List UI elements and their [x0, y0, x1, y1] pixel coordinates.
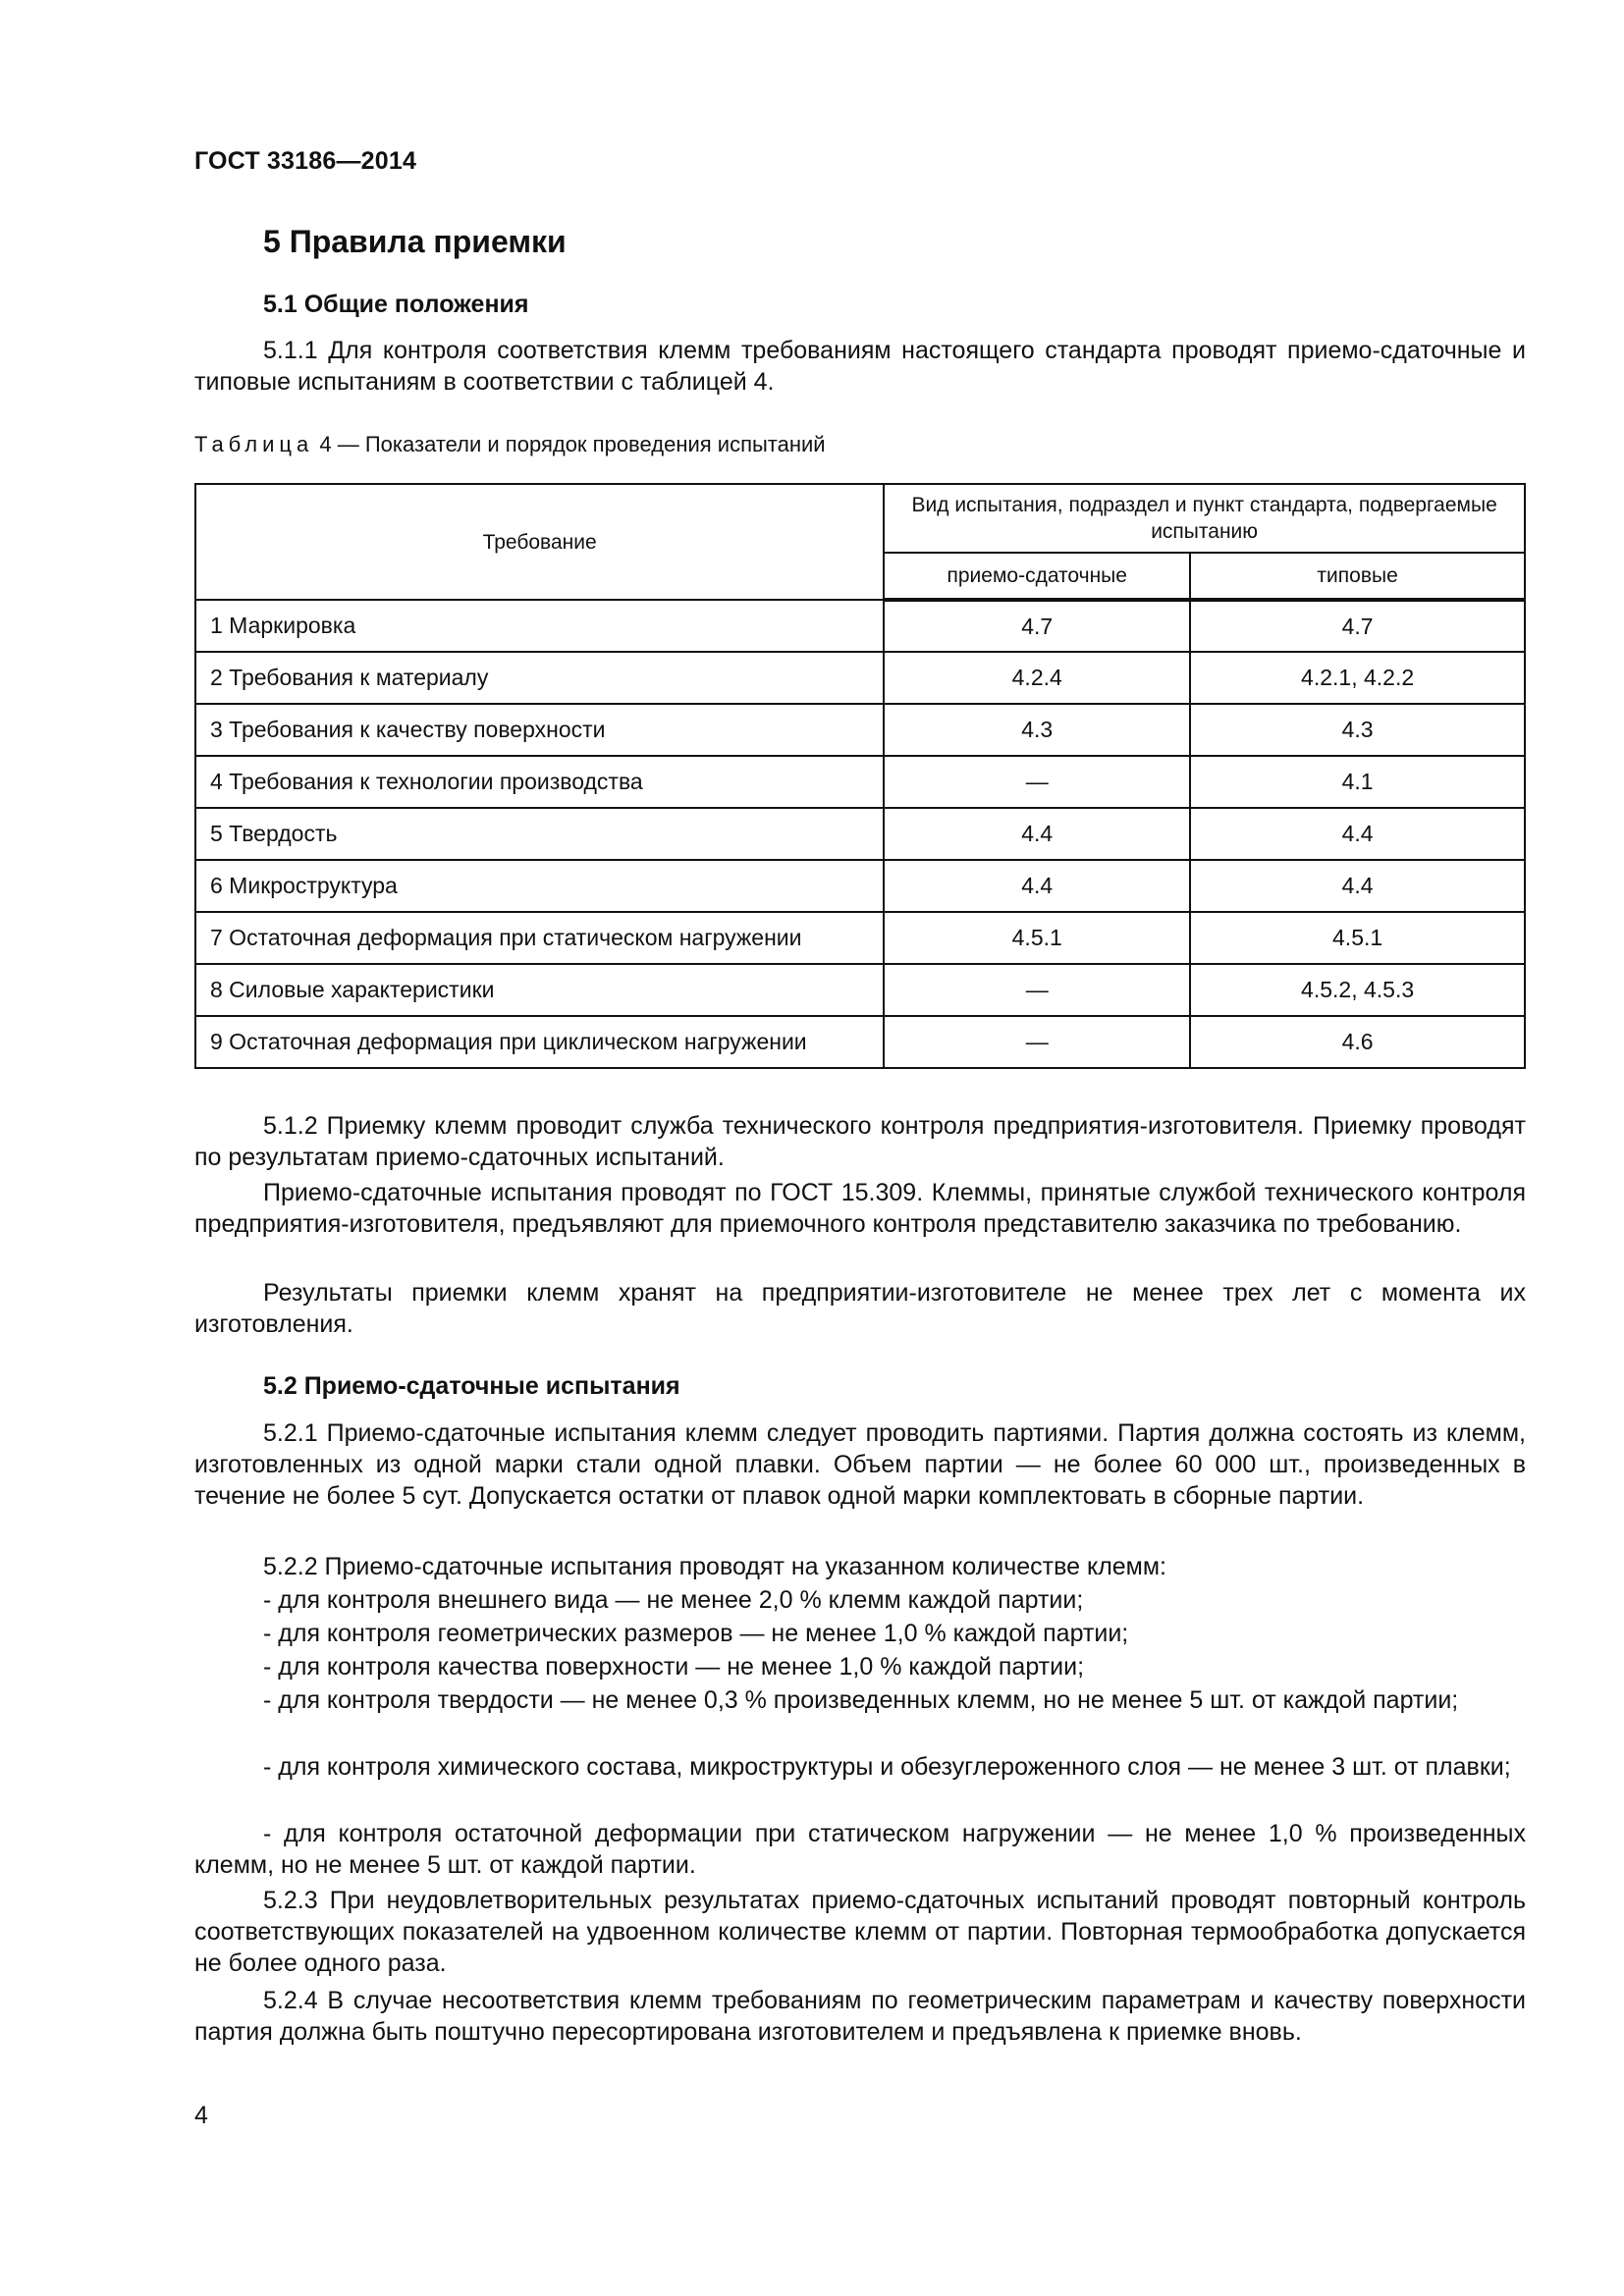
cell-acceptance: 4.4: [884, 808, 1190, 860]
page-number: 4: [194, 2102, 208, 2129]
cell-acceptance: 4.7: [884, 600, 1190, 652]
header-requirement: Требование: [195, 484, 884, 600]
cell-type: 4.3: [1190, 704, 1525, 756]
table-row: [195, 756, 1525, 808]
list-item: - для контроля качества поверхности — не менее 1,0 % каждой партии;: [263, 1653, 1085, 1681]
paragraph-5-1-2-second: Приемо-сдаточные испытания проводят по ГОСТ 15.309. Клеммы, принятые службой технического контроля предприятия-изготовителя, предъявляют для приемочного контроля представителю заказчика по требованию.: [194, 1179, 1526, 1238]
cell-type: 4.2.1, 4.2.2: [1190, 652, 1525, 704]
table-caption-text: 4 — Показатели и порядок проведения испытаний: [319, 432, 826, 456]
paragraph-5-1-1: 5.1.1 Для контроля соответствия клемм требованиям настоящего стандарта проводят приемо-сдаточные и типовые испытаниям в соответствии с таблицей 4.: [194, 337, 1526, 396]
paragraph-5-1-2-third: Результаты приемки клемм хранят на предприятии-изготовителе не менее трех лет с момента их изготовления.: [194, 1279, 1526, 1338]
paragraph-5-2-4: 5.2.4 В случае несоответствия клемм требованиям по геометрическим параметрам и качеству поверхности партия должна быть поштучно пересортирована изготовителем и предъявлена к приемке вновь.: [194, 1987, 1526, 2046]
cell-requirement: 7 Остаточная деформация при статическом нагружении: [195, 912, 884, 964]
list-item: - для контроля химического состава, микроструктуры и обезуглероженного слоя — не менее 3 шт. от плавки;: [263, 1753, 1511, 1781]
table-row: [195, 600, 1525, 652]
cell-requirement: 6 Микроструктура: [195, 860, 884, 912]
section-title: 5 Правила приемки: [263, 224, 567, 259]
table-row: [195, 964, 1525, 1016]
cell-type: 4.5.1: [1190, 912, 1525, 964]
cell-acceptance: —: [884, 756, 1190, 808]
table-row: [195, 652, 1525, 704]
cell-requirement: 1 Маркировка: [195, 600, 884, 652]
paragraph-5-2-3: 5.2.3 При неудовлетворительных результатах приемо-сдаточных испытаний проводят повторный контроль соответствующих показателей на удвоенном количестве клемм от партии. Повторная термообработка допускается не более одного раза.: [194, 1887, 1526, 1977]
cell-acceptance: 4.3: [884, 704, 1190, 756]
document-code: ГОСТ 33186—2014: [194, 147, 417, 175]
cell-type: 4.4: [1190, 808, 1525, 860]
cell-requirement: 5 Твердость: [195, 808, 884, 860]
table-row: [195, 912, 1525, 964]
cell-type: 4.5.2, 4.5.3: [1190, 964, 1525, 1016]
cell-type: 4.6: [1190, 1016, 1525, 1068]
cell-type: 4.7: [1190, 600, 1525, 652]
table-row: [195, 1016, 1525, 1068]
requirements-table: [194, 483, 1526, 1069]
cell-acceptance: —: [884, 964, 1190, 1016]
cell-requirement: 2 Требования к материалу: [195, 652, 884, 704]
cell-type: 4.1: [1190, 756, 1525, 808]
list-item: - для контроля твердости — не менее 0,3 % произведенных клемм, но не менее 5 шт. от каждой партии;: [263, 1686, 1459, 1714]
table-caption-label: Таблица: [194, 432, 314, 456]
paragraph-5-1-2: 5.1.2 Приемку клемм проводит служба технического контроля предприятия-изготовителя. Приемку проводят по результатам приемо-сдаточных испытаний.: [194, 1112, 1526, 1171]
subsection-title-general: 5.1 Общие положения: [263, 291, 529, 318]
table-caption: [194, 432, 826, 457]
cell-requirement: 3 Требования к качеству поверхности: [195, 704, 884, 756]
header-acceptance: приемо-сдаточные: [884, 553, 1190, 600]
cell-type: 4.4: [1190, 860, 1525, 912]
cell-requirement: 8 Силовые характеристики: [195, 964, 884, 1016]
cell-acceptance: 4.4: [884, 860, 1190, 912]
paragraph-5-2-1: 5.2.1 Приемо-сдаточные испытания клемм следует проводить партиями. Партия должна состоять из клемм, изготовленных из одной марки стали одной плавки. Объем партии — не более 60 000 шт., произведенных в течение не более 5 сут. Допускается остатки от плавок одной марки комплектовать в сборные партии.: [194, 1419, 1526, 1510]
cell-acceptance: 4.5.1: [884, 912, 1190, 964]
cell-acceptance: —: [884, 1016, 1190, 1068]
table-row: [195, 808, 1525, 860]
list-item: - для контроля внешнего вида — не менее 2,0 % клемм каждой партии;: [263, 1586, 1084, 1614]
cell-requirement: 9 Остаточная деформация при циклическом нагружении: [195, 1016, 884, 1068]
list-item: - для контроля геометрических размеров — не менее 1,0 % каждой партии;: [263, 1620, 1129, 1647]
header-test-kind: Вид испытания, подраздел и пункт стандарта, подвергаемые испытанию: [884, 484, 1525, 553]
cell-requirement: 4 Требования к технологии производства: [195, 756, 884, 808]
table-row: [195, 860, 1525, 912]
subsection-title-acceptance: 5.2 Приемо-сдаточные испытания: [263, 1372, 680, 1400]
cell-acceptance: 4.2.4: [884, 652, 1190, 704]
header-type: типовые: [1190, 553, 1525, 600]
table-row: [195, 704, 1525, 756]
paragraph-5-2-2: 5.2.2 Приемо-сдаточные испытания проводят на указанном количестве клемм:: [263, 1553, 1167, 1580]
list-item: - для контроля остаточной деформации при статическом нагружении — не менее 1,0 % произведенных клемм, но не менее 5 шт. от каждой партии.: [194, 1820, 1526, 1879]
